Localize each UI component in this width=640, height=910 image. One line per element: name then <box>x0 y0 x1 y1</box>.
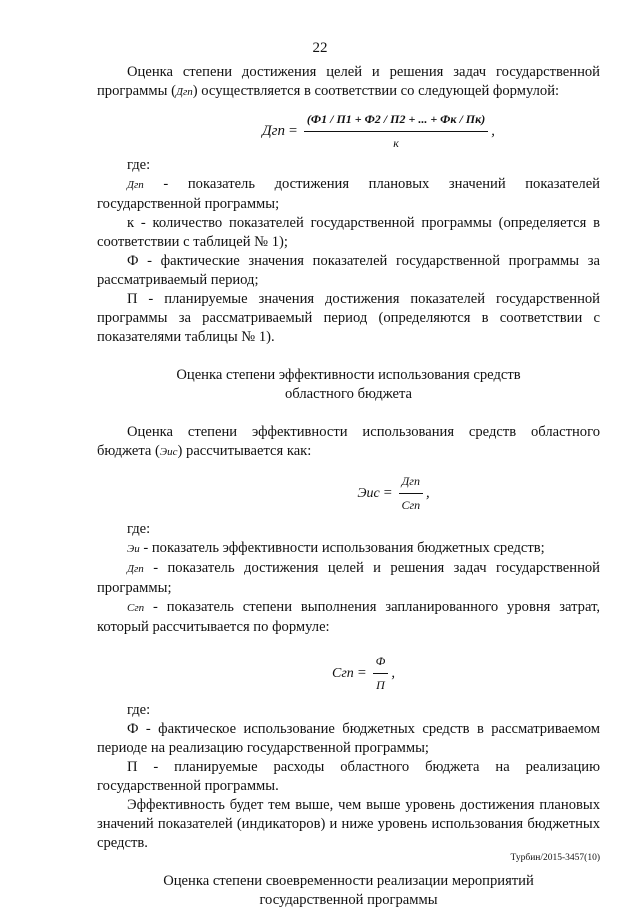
formula-eis: Эис = $\frac{\text{Дгп}}{\text{Сгп}}$ , <box>187 470 600 516</box>
page-number: 22 <box>312 40 328 56</box>
definition-sgp: Сгп - показатель степени выполнения запланированного уровня затрат, который рассчитывается по формуле: <box>97 599 600 635</box>
formula3-lhs: Сгп <box>332 665 354 681</box>
formula2-fraction <box>399 472 423 515</box>
document-body <box>97 63 600 910</box>
definition-p: П - планируемые значения достижения показателей государственной программы за рассматриваемый период (определяются в соответствии с показателями таблицы № 1). <box>97 291 600 345</box>
formula-sgp: Сгп = $\frac{Ф}{П}$ , <box>127 647 600 699</box>
efficiency-paragraph: Оценка степени эффективности использования средств областного бюджета (Эис) рассчитывается как: <box>97 424 600 459</box>
formula1-lhs: Дгп <box>262 122 286 139</box>
dgp-symbol: Дгп <box>175 86 193 98</box>
definition-ei: Эи - показатель эффективности использования бюджетных средств; <box>127 540 545 556</box>
intro-text-a: Оценка степени достижения целей и решения задач государственной программы ( <box>97 64 600 99</box>
intro-paragraph <box>97 63 600 102</box>
definition-p-2: П - планируемые расходы областного бюджета на реализацию государственной программы. <box>97 759 600 794</box>
where-label-3: где: <box>127 702 151 718</box>
definition-k: к - количество показателей государственной программы (определяется в соответствии с таблицей № 1); <box>97 215 600 250</box>
formula1-fraction <box>304 110 488 153</box>
formula2-lhs: Эис <box>357 485 380 501</box>
sgp-symbol: Сгп <box>127 602 145 614</box>
formula3-fraction <box>373 652 389 695</box>
formula1-numerator: (Ф1 / П1 + Ф2 / П2 + ... + Фк / Пк) <box>304 110 488 132</box>
formula3-numerator: Ф <box>373 652 389 674</box>
formula2-numerator: Дгп <box>399 472 423 494</box>
where-label-1: где: <box>127 157 151 173</box>
formula-dgp: Дгп = $\frac{(Ф1 / П1 + Ф2 / П2 + ... + Фк / Пк)}{к}$ , <box>157 108 600 154</box>
formula1-denominator: к <box>393 135 399 150</box>
eis-symbol: Эис <box>159 446 178 458</box>
dgp-symbol-def: Дгп <box>127 179 144 191</box>
dgp-symbol-2: Дгп <box>127 563 144 575</box>
definition-f-2: Ф - фактическое использование бюджетных средств в рассматриваемом периоде на реализацию государственной программы; <box>97 721 600 756</box>
definition-dgp-2: Дгп - показатель достижения целей и решения задач государственной программы; <box>97 560 600 596</box>
definition-f: Ф - фактические значения показателей государственной программы за рассматриваемый период; <box>97 253 600 288</box>
efficiency-conclusion: Эффективность будет тем выше, чем выше уровень достижения плановых значений показателей (индикаторов) и ниже уровень использования бюджетных средств. <box>97 797 600 851</box>
formula3-denominator: П <box>376 677 385 692</box>
where-label-2: где: <box>127 521 151 537</box>
definition-dgp: Дгп - показатель достижения плановых значений показателей государственной программы; <box>97 176 600 212</box>
section-heading-timeliness: Оценка степени своевременности реализации мероприятий государственной программы <box>163 873 534 908</box>
footer-stamp: Турбин/2015-3457(10) <box>510 853 600 863</box>
section-heading-efficiency: Оценка степени эффективности использования средств областного бюджета <box>176 367 521 402</box>
formula2-denominator: Сгп <box>401 497 421 512</box>
intro-text-b: ) осуществляется в соответствии со следующей формулой: <box>192 83 560 99</box>
ei-symbol: Эи <box>127 543 140 555</box>
